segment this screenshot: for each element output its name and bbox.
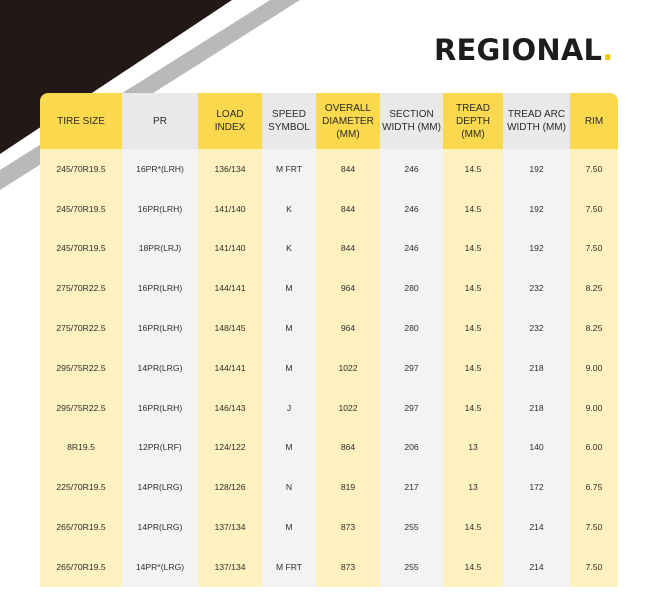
- cell-overall-diameter: 844: [316, 229, 380, 269]
- cell-speed-symbol: K: [262, 229, 316, 269]
- cell-tread-depth: 14.5: [443, 547, 503, 587]
- cell-pr: 16PR*(LRH): [122, 149, 198, 189]
- cell-tire-size: 265/70R19.5: [40, 507, 122, 547]
- cell-overall-diameter: 1022: [316, 388, 380, 428]
- cell-tread-arc-width: 192: [503, 229, 570, 269]
- cell-pr: 16PR(LRH): [122, 189, 198, 229]
- cell-pr: 16PR(LRH): [122, 308, 198, 348]
- table-row: [40, 268, 618, 308]
- table-header-row: [40, 93, 618, 149]
- table-row: [40, 507, 618, 547]
- cell-load-index: 144/141: [198, 348, 262, 388]
- cell-load-index: 141/140: [198, 189, 262, 229]
- cell-speed-symbol: M: [262, 428, 316, 468]
- cell-rim: 9.00: [570, 348, 618, 388]
- cell-tread-arc-width: 192: [503, 189, 570, 229]
- cell-overall-diameter: 864: [316, 428, 380, 468]
- cell-pr: 16PR(LRH): [122, 388, 198, 428]
- header-tread-depth: TREAD DEPTH (MM): [443, 93, 503, 149]
- header-tire-size: TIRE SIZE: [40, 93, 122, 149]
- cell-load-index: 141/140: [198, 229, 262, 269]
- cell-load-index: 144/141: [198, 268, 262, 308]
- cell-overall-diameter: 844: [316, 189, 380, 229]
- cell-speed-symbol: M: [262, 507, 316, 547]
- cell-tread-arc-width: 218: [503, 388, 570, 428]
- cell-overall-diameter: 873: [316, 547, 380, 587]
- cell-load-index: 124/122: [198, 428, 262, 468]
- header-overall-diameter: OVERALL DIAMETER (MM): [316, 93, 380, 149]
- cell-tread-arc-width: 140: [503, 428, 570, 468]
- cell-tread-arc-width: 192: [503, 149, 570, 189]
- cell-tread-depth: 14.5: [443, 268, 503, 308]
- cell-tread-arc-width: 214: [503, 547, 570, 587]
- cell-speed-symbol: N: [262, 467, 316, 507]
- brand-logo: [434, 30, 613, 70]
- cell-load-index: 128/126: [198, 467, 262, 507]
- cell-overall-diameter: 873: [316, 507, 380, 547]
- cell-tire-size: 8R19.5: [40, 428, 122, 468]
- brand-dot: .: [602, 33, 614, 67]
- cell-tread-arc-width: 218: [503, 348, 570, 388]
- table-row: [40, 428, 618, 468]
- cell-rim: 7.50: [570, 229, 618, 269]
- cell-section-width: 217: [380, 467, 443, 507]
- cell-rim: 7.50: [570, 507, 618, 547]
- cell-tire-size: 245/70R19.5: [40, 149, 122, 189]
- cell-rim: 8.25: [570, 268, 618, 308]
- cell-tread-arc-width: 172: [503, 467, 570, 507]
- cell-tire-size: 275/70R22.5: [40, 308, 122, 348]
- table-row: [40, 308, 618, 348]
- brand-name: REGIONAL: [434, 33, 603, 67]
- cell-tire-size: 295/75R22.5: [40, 348, 122, 388]
- cell-pr: 14PR*(LRG): [122, 547, 198, 587]
- cell-overall-diameter: 819: [316, 467, 380, 507]
- table-row: [40, 388, 618, 428]
- cell-pr: 18PR(LRJ): [122, 229, 198, 269]
- header-load-index: LOAD INDEX: [198, 93, 262, 149]
- cell-tire-size: 265/70R19.5: [40, 547, 122, 587]
- cell-section-width: 206: [380, 428, 443, 468]
- cell-section-width: 255: [380, 547, 443, 587]
- cell-pr: 14PR(LRG): [122, 507, 198, 547]
- cell-section-width: 246: [380, 229, 443, 269]
- cell-tread-depth: 14.5: [443, 388, 503, 428]
- cell-pr: 14PR(LRG): [122, 348, 198, 388]
- cell-tread-depth: 14.5: [443, 507, 503, 547]
- cell-tire-size: 225/70R19.5: [40, 467, 122, 507]
- cell-tread-depth: 14.5: [443, 229, 503, 269]
- cell-tread-depth: 14.5: [443, 189, 503, 229]
- cell-overall-diameter: 844: [316, 149, 380, 189]
- cell-tire-size: 295/75R22.5: [40, 388, 122, 428]
- header-speed-symbol: SPEED SYMBOL: [262, 93, 316, 149]
- cell-load-index: 148/145: [198, 308, 262, 348]
- cell-tread-depth: 14.5: [443, 149, 503, 189]
- cell-section-width: 280: [380, 268, 443, 308]
- cell-section-width: 280: [380, 308, 443, 348]
- table-row: [40, 467, 618, 507]
- cell-tread-arc-width: 232: [503, 268, 570, 308]
- cell-overall-diameter: 1022: [316, 348, 380, 388]
- header-rim: RIM: [570, 93, 618, 149]
- cell-pr: 14PR(LRG): [122, 467, 198, 507]
- cell-load-index: 136/134: [198, 149, 262, 189]
- cell-rim: 7.50: [570, 149, 618, 189]
- cell-tread-arc-width: 214: [503, 507, 570, 547]
- table-row: [40, 547, 618, 587]
- cell-speed-symbol: M FRT: [262, 149, 316, 189]
- cell-pr: 16PR(LRH): [122, 268, 198, 308]
- cell-section-width: 246: [380, 189, 443, 229]
- cell-rim: 6.00: [570, 428, 618, 468]
- cell-rim: 8.25: [570, 308, 618, 348]
- header-pr: PR: [122, 93, 198, 149]
- table-row: [40, 229, 618, 269]
- cell-speed-symbol: M: [262, 268, 316, 308]
- cell-speed-symbol: M: [262, 308, 316, 348]
- cell-section-width: 297: [380, 348, 443, 388]
- cell-tread-arc-width: 232: [503, 308, 570, 348]
- cell-rim: 9.00: [570, 388, 618, 428]
- header-tread-arc-width: TREAD ARC WIDTH (MM): [503, 93, 570, 149]
- cell-overall-diameter: 964: [316, 268, 380, 308]
- cell-load-index: 137/134: [198, 547, 262, 587]
- cell-load-index: 137/134: [198, 507, 262, 547]
- cell-tread-depth: 14.5: [443, 348, 503, 388]
- tire-spec-table: [40, 93, 618, 587]
- cell-speed-symbol: K: [262, 189, 316, 229]
- cell-rim: 7.50: [570, 547, 618, 587]
- cell-speed-symbol: J: [262, 388, 316, 428]
- table-row: [40, 149, 618, 189]
- cell-tread-depth: 13: [443, 428, 503, 468]
- cell-pr: 12PR(LRF): [122, 428, 198, 468]
- table-row: [40, 348, 618, 388]
- cell-tire-size: 245/70R19.5: [40, 229, 122, 269]
- cell-section-width: 246: [380, 149, 443, 189]
- cell-tire-size: 245/70R19.5: [40, 189, 122, 229]
- cell-section-width: 255: [380, 507, 443, 547]
- table-row: [40, 189, 618, 229]
- cell-overall-diameter: 964: [316, 308, 380, 348]
- cell-load-index: 146/143: [198, 388, 262, 428]
- cell-rim: 6.75: [570, 467, 618, 507]
- cell-rim: 7.50: [570, 189, 618, 229]
- cell-tread-depth: 13: [443, 467, 503, 507]
- cell-section-width: 297: [380, 388, 443, 428]
- cell-speed-symbol: M: [262, 348, 316, 388]
- cell-tire-size: 275/70R22.5: [40, 268, 122, 308]
- cell-speed-symbol: M FRT: [262, 547, 316, 587]
- header-section-width: SECTION WIDTH (MM): [380, 93, 443, 149]
- cell-tread-depth: 14.5: [443, 308, 503, 348]
